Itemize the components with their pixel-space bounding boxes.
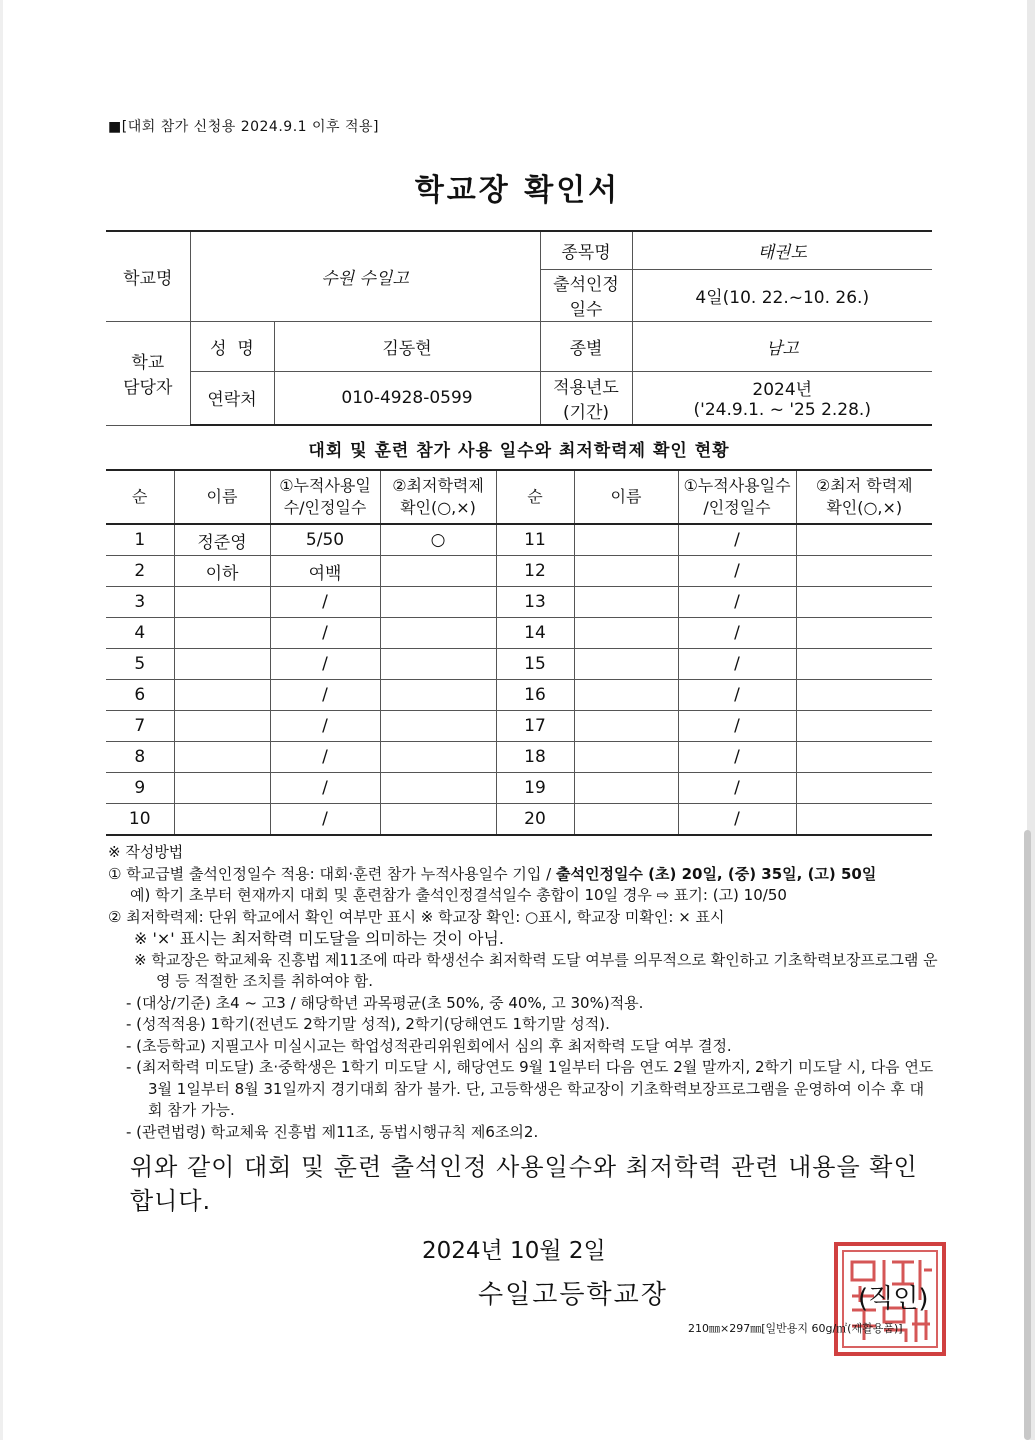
cell-name bbox=[174, 742, 270, 773]
event-value: 태권도 bbox=[632, 231, 932, 269]
school-label: 학교명 bbox=[106, 231, 190, 321]
cell-no-b: 18 bbox=[496, 742, 574, 773]
cell-check-b bbox=[796, 680, 932, 711]
header-name-b: 이름 bbox=[574, 470, 678, 524]
cell-no: 5 bbox=[106, 649, 174, 680]
instructions bbox=[108, 842, 938, 1143]
year-value: 2024년 ('24.9.1. ~ '25 2.28.) bbox=[632, 371, 932, 425]
name-value: 김동현 bbox=[274, 321, 540, 371]
gender-value: 남고 bbox=[632, 321, 932, 371]
cell-name-b bbox=[574, 773, 678, 804]
cell-check-b bbox=[796, 711, 932, 742]
header-check-b: ②최저 학력제 확인(○,×) bbox=[796, 470, 932, 524]
cell-days: / bbox=[270, 680, 380, 711]
header-check: ②최저학력제 확인(○,×) bbox=[380, 470, 496, 524]
detail-1: - (대상/기준) 초4 ~ 고3 / 해당학년 과목평균(초 50%, 중 40%, 고 30%)적용. bbox=[126, 993, 644, 1012]
cell-no-b: 17 bbox=[496, 711, 574, 742]
cell-name bbox=[174, 618, 270, 649]
header-days-b: ①누적사용일수 /인정일수 bbox=[678, 470, 796, 524]
cell-no-b: 14 bbox=[496, 618, 574, 649]
cell-no-b: 12 bbox=[496, 556, 574, 587]
cell-days: / bbox=[270, 773, 380, 804]
cell-check-b bbox=[796, 618, 932, 649]
table-row bbox=[106, 556, 932, 587]
cell-days: / bbox=[270, 618, 380, 649]
cell-name-b bbox=[574, 742, 678, 773]
section-title: 대회 및 훈련 참가 사용 일수와 최저학력제 확인 현황 bbox=[308, 441, 730, 461]
manager-label: 학교 담당자 bbox=[106, 321, 190, 425]
cell-check bbox=[380, 587, 496, 618]
cell-name: 이하 bbox=[174, 556, 270, 587]
cell-no: 6 bbox=[106, 680, 174, 711]
cell-check-b bbox=[796, 773, 932, 804]
cell-name-b bbox=[574, 649, 678, 680]
cell-days-b: / bbox=[678, 711, 796, 742]
header-name: 이름 bbox=[174, 470, 270, 524]
cell-check bbox=[380, 680, 496, 711]
note-4: ※ 학교장은 학교체육 진흥법 제11조에 따라 학생선수 최저학력 도달 여부를 의무적으로 확인하고 기초학력보장프로그램 운영 등 적절한 조치를 취하여야 함. bbox=[134, 950, 938, 990]
note-3: ※ '×' 표시는 최저학력 미도달을 의미하는 것이 아님. bbox=[134, 929, 504, 948]
table-row bbox=[106, 649, 932, 680]
seal-label: (직인) bbox=[858, 1284, 929, 1314]
note-1: ① 학교급별 출석인정일수 적용: 대회·훈련 참가 누적사용일수 기입 / 출석인정일수 (초) 20일, (중) 35일, (고) 50일 예) 학기 초부터 현재까지 대회 및 훈련참가 출석인정결석일수 총합이 10일 경우 ⇨ 표기: (고) 10/50 bbox=[108, 864, 877, 904]
header-no: 순 bbox=[106, 470, 174, 524]
cell-name bbox=[174, 587, 270, 618]
cell-check bbox=[380, 618, 496, 649]
cell-name-b bbox=[574, 804, 678, 836]
cell-no: 8 bbox=[106, 742, 174, 773]
table-row bbox=[106, 587, 932, 618]
attend-days-value: 4일(10. 22.~10. 26.) bbox=[632, 269, 932, 321]
header-no-b: 순 bbox=[496, 470, 574, 524]
signer-name: 수일고등학교장 bbox=[478, 1280, 668, 1310]
contact-label: 연락처 bbox=[190, 371, 274, 425]
status-table bbox=[106, 469, 932, 836]
cell-days-b: / bbox=[678, 742, 796, 773]
cell-name bbox=[174, 804, 270, 836]
cell-no: 3 bbox=[106, 587, 174, 618]
cell-days-b: / bbox=[678, 524, 796, 556]
cell-days: / bbox=[270, 742, 380, 773]
gender-label: 종별 bbox=[540, 321, 632, 371]
cell-no: 10 bbox=[106, 804, 174, 836]
cell-check bbox=[380, 711, 496, 742]
table-row bbox=[106, 680, 932, 711]
detail-5: - (관련법령) 학교체육 진흥법 제11조, 동법시행규칙 제6조의2. bbox=[126, 1122, 539, 1141]
table-row bbox=[106, 618, 932, 649]
cell-name-b bbox=[574, 587, 678, 618]
cell-check-b bbox=[796, 804, 932, 836]
cell-name bbox=[174, 649, 270, 680]
cell-name: 정준영 bbox=[174, 524, 270, 556]
cell-check-b bbox=[796, 587, 932, 618]
detail-3: - (초등학교) 지필고사 미실시교는 학업성적관리위원회에서 심의 후 최저학력 도달 여부 결정. bbox=[126, 1036, 732, 1055]
cell-days: 여백 bbox=[270, 556, 380, 587]
cell-no-b: 13 bbox=[496, 587, 574, 618]
cell-days-b: / bbox=[678, 680, 796, 711]
paper-spec: 210㎜×297㎜[일반용지 60g/㎡(재활용품)] bbox=[688, 1322, 903, 1335]
cell-days: / bbox=[270, 587, 380, 618]
name-label: 성 명 bbox=[190, 321, 274, 371]
header-days: ①누적사용일 수/인정일수 bbox=[270, 470, 380, 524]
info-table bbox=[106, 230, 932, 426]
cell-check-b bbox=[796, 556, 932, 587]
cell-name-b bbox=[574, 556, 678, 587]
table-header-row bbox=[106, 470, 932, 524]
detail-4: - (최저학력 미도달) 초·중학생은 1학기 미도달 시, 해당연도 9월 1일부터 다음 연도 2월 말까지, 2학기 미도달 시, 다음 연도 3월 1일부터 8월 31일까지 경기대회 참가 불가. 단, 고등학생은 학교장이 기초학력보장프로그램을 운영하여 이수 후 대회 참가 가능. bbox=[126, 1058, 934, 1119]
cell-check bbox=[380, 773, 496, 804]
cell-days-b: / bbox=[678, 556, 796, 587]
document-title: 학교장 확인서 bbox=[414, 173, 621, 208]
cell-days: / bbox=[270, 649, 380, 680]
event-label: 종목명 bbox=[540, 231, 632, 269]
cell-check-b bbox=[796, 524, 932, 556]
cell-no: 9 bbox=[106, 773, 174, 804]
cell-no: 1 bbox=[106, 524, 174, 556]
page-edge-left bbox=[0, 0, 3, 1440]
cell-name bbox=[174, 711, 270, 742]
table-row bbox=[106, 773, 932, 804]
cell-name-b bbox=[574, 711, 678, 742]
cell-days: / bbox=[270, 804, 380, 836]
cell-days: 5/50 bbox=[270, 524, 380, 556]
issue-date: 2024년 10월 2일 bbox=[422, 1238, 606, 1264]
cell-name bbox=[174, 680, 270, 711]
contact-value: 010-4928-0599 bbox=[274, 371, 540, 425]
cell-check bbox=[380, 556, 496, 587]
header-note: ■[대회 참가 신청용 2024.9.1 이후 적용] bbox=[108, 119, 380, 135]
table-row bbox=[106, 711, 932, 742]
cell-days: / bbox=[270, 711, 380, 742]
confirm-text: 위와 같이 대회 및 훈련 출석인정 사용일수와 최저학력 관련 내용을 확인합니다. bbox=[130, 1153, 918, 1215]
cell-days-b: / bbox=[678, 804, 796, 836]
school-value: 수원 수일고 bbox=[190, 231, 540, 321]
cell-check-b bbox=[796, 742, 932, 773]
year-label: 적용년도 (기간) bbox=[540, 371, 632, 425]
cell-name-b bbox=[574, 618, 678, 649]
cell-days-b: / bbox=[678, 649, 796, 680]
detail-2: - (성적적용) 1학기(전년도 2학기말 성적), 2학기(당해연도 1학기말 성적). bbox=[126, 1015, 610, 1033]
cell-no-b: 16 bbox=[496, 680, 574, 711]
cell-days-b: / bbox=[678, 773, 796, 804]
cell-name-b bbox=[574, 524, 678, 556]
cell-name bbox=[174, 773, 270, 804]
attend-days-label: 출석인정 일수 bbox=[540, 269, 632, 321]
cell-check bbox=[380, 804, 496, 836]
cell-no: 7 bbox=[106, 711, 174, 742]
scrollbar[interactable] bbox=[1024, 830, 1031, 1440]
table-row bbox=[106, 804, 932, 836]
notes-heading: ※ 작성방법 bbox=[108, 843, 184, 861]
cell-no: 4 bbox=[106, 618, 174, 649]
cell-no-b: 11 bbox=[496, 524, 574, 556]
table-row bbox=[106, 524, 932, 556]
cell-no-b: 15 bbox=[496, 649, 574, 680]
cell-days-b: / bbox=[678, 587, 796, 618]
table-row bbox=[106, 742, 932, 773]
cell-no-b: 20 bbox=[496, 804, 574, 836]
cell-check-b bbox=[796, 649, 932, 680]
cell-check: ○ bbox=[380, 524, 496, 556]
cell-no-b: 19 bbox=[496, 773, 574, 804]
cell-check bbox=[380, 649, 496, 680]
cell-name-b bbox=[574, 680, 678, 711]
note-2: ② 최저학력제: 단위 학교에서 확인 여부만 표시 ※ 학교장 확인: ○표시, 학교장 미확인: × 표시 bbox=[108, 907, 725, 926]
cell-days-b: / bbox=[678, 618, 796, 649]
cell-check bbox=[380, 742, 496, 773]
cell-no: 2 bbox=[106, 556, 174, 587]
